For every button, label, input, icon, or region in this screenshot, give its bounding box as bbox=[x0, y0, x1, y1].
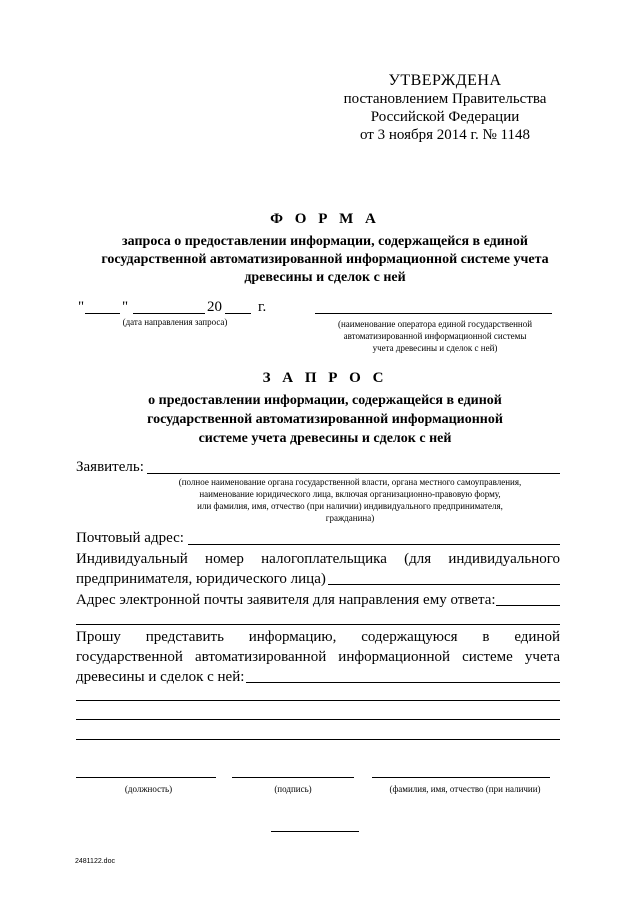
operator-caption-line-3: учета древесины и сделок с ней) bbox=[372, 343, 498, 353]
applicant-label: Заявитель: bbox=[76, 459, 144, 475]
postal-label: Почтовый адрес: bbox=[76, 530, 184, 546]
position-caption: (должность) bbox=[124, 784, 173, 794]
request-field-line-2[interactable] bbox=[76, 700, 560, 701]
request-field-line-3[interactable] bbox=[76, 719, 560, 720]
approval-title: УТВЕРЖДЕНА bbox=[388, 72, 502, 89]
email-field[interactable] bbox=[496, 605, 560, 606]
date-year-suffix: г. bbox=[258, 299, 267, 315]
inn-label-line-1: Индивидуальный номер налогоплательщика (для индивидуального bbox=[76, 551, 560, 567]
signature-caption: (подпись) bbox=[274, 784, 312, 794]
full-name-caption: (фамилия, имя, отчество (при наличии) bbox=[389, 784, 541, 794]
email-field-continued[interactable] bbox=[76, 624, 560, 625]
date-quote-open: " bbox=[78, 299, 85, 315]
email-label: Адрес электронной почты заявителя для направления ему ответа: bbox=[76, 592, 496, 608]
request-text-line-3: древесины и сделок с ней: bbox=[76, 669, 245, 685]
applicant-caption-line-3: или фамилия, имя, отчество (при наличии) индивидуального предпринимателя, bbox=[197, 501, 503, 511]
applicant-caption bbox=[130, 476, 570, 524]
request-subtitle-line-2: государственной автоматизированной информационной bbox=[147, 412, 503, 427]
applicant-field[interactable] bbox=[147, 473, 560, 474]
form-subtitle bbox=[40, 233, 610, 287]
form-subtitle-line-3: древесины и сделок с ней bbox=[244, 270, 406, 285]
file-reference: 2481122.doc bbox=[75, 858, 115, 865]
form-subtitle-line-1: запроса о предоставлении информации, содержащейся в единой bbox=[122, 234, 528, 249]
applicant-caption-line-2: наименование юридического лица, включая организационно-правовую форму, bbox=[199, 489, 501, 499]
full-name-field[interactable] bbox=[372, 777, 550, 778]
postal-field[interactable] bbox=[188, 544, 560, 545]
request-subtitle-line-3: системе учета древесины и сделок с ней bbox=[198, 431, 452, 446]
request-text-line-1: Прошу представить информацию, содержащуюся в единой bbox=[76, 629, 560, 645]
inn-label-line-2: предпринимателя, юридического лица) bbox=[76, 571, 326, 587]
operator-caption-line-2: автоматизированной информационной системы bbox=[343, 331, 527, 341]
operator-caption-line-1: (наименование оператора единой государственной bbox=[337, 319, 533, 329]
form-subtitle-line-2: государственной автоматизированной информационной системе учета bbox=[101, 252, 549, 267]
inn-field[interactable] bbox=[328, 584, 560, 585]
request-field[interactable] bbox=[246, 682, 560, 683]
date-quote-close: " bbox=[122, 299, 129, 315]
request-subtitle bbox=[40, 391, 610, 448]
date-year-prefix: 20 bbox=[207, 299, 222, 315]
form-title: Ф О Р М А bbox=[270, 211, 380, 227]
date-caption: (дата направления запроса) bbox=[122, 317, 228, 327]
approval-line-3: Российской Федерации bbox=[370, 109, 520, 125]
request-subtitle-line-1: о предоставлении информации, содержащейся в единой bbox=[148, 393, 502, 408]
applicant-caption-line-4: гражданина) bbox=[325, 513, 375, 523]
operator-caption bbox=[300, 318, 570, 354]
request-field-line-4[interactable] bbox=[76, 739, 560, 740]
date-month-field[interactable] bbox=[133, 313, 205, 314]
position-field[interactable] bbox=[76, 777, 216, 778]
approval-line-2: постановлением Правительства bbox=[343, 91, 547, 107]
signature-field[interactable] bbox=[232, 777, 354, 778]
approval-block bbox=[330, 72, 560, 144]
date-day-field[interactable] bbox=[85, 313, 120, 314]
request-title: З А П Р О С bbox=[262, 370, 388, 386]
bottom-separator bbox=[271, 831, 359, 832]
applicant-caption-line-1: (полное наименование органа государственной власти, органа местного самоуправления, bbox=[178, 477, 522, 487]
request-text-line-2: государственной автоматизированной информационной системе учета bbox=[76, 649, 560, 665]
operator-name-field[interactable] bbox=[315, 313, 552, 314]
approval-line-4: от 3 ноября 2014 г. № 1148 bbox=[360, 127, 530, 143]
date-year-field[interactable] bbox=[225, 313, 251, 314]
